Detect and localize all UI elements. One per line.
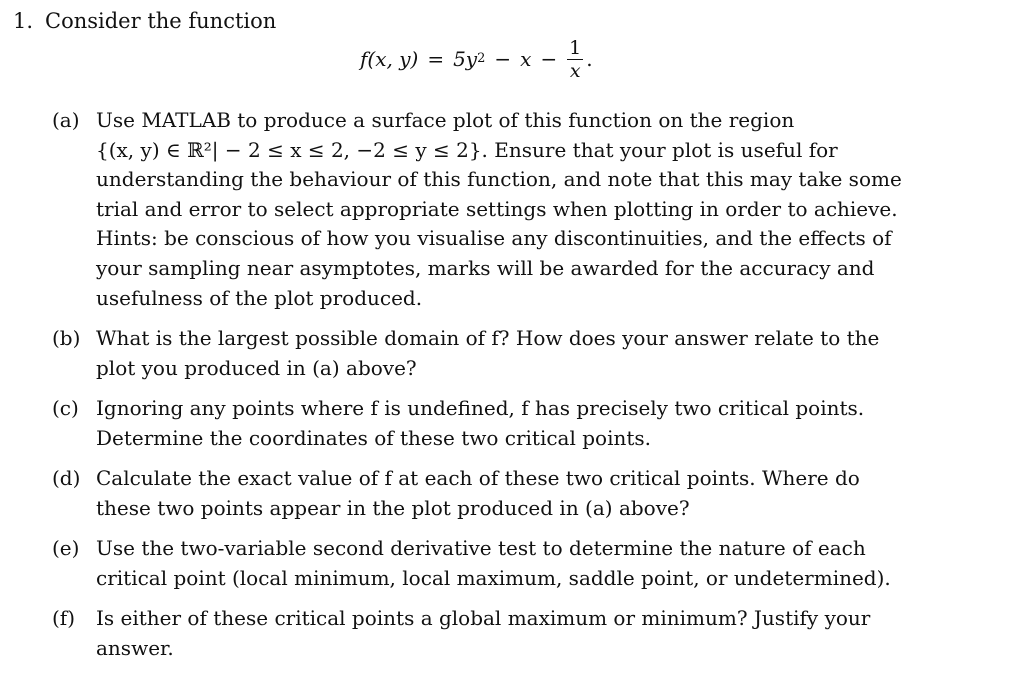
- part-label: (c): [52, 396, 79, 420]
- part-line: critical point (local minimum, local maximum, saddle point, or undetermined).: [96, 565, 891, 590]
- part-line: usefulness of the plot produced.: [96, 285, 423, 310]
- part-line: {(x, y) ∈ ℝ²| − 2 ≤ x ≤ 2, −2 ≤ y ≤ 2}. Ensure that your plot is useful for: [96, 137, 838, 162]
- part-line: Hints: be conscious of how you visualise any discontinuities, and the effects of: [96, 226, 892, 251]
- fraction-numerator: 1: [569, 36, 582, 59]
- function-equation: f(x, y) = 5y 2 − x − $\frac{1}{x}$ .: [360, 36, 593, 82]
- part-e: [52, 534, 922, 593]
- part-line: Use MATLAB to produce a surface plot of this function on the region: [96, 108, 795, 132]
- part-line: Use the two-variable second derivative test to determine the nature of each: [96, 536, 866, 560]
- fraction-denominator: x: [569, 59, 581, 82]
- equation-lhs: f(x, y): [360, 47, 419, 71]
- question-number: 1.: [13, 9, 34, 33]
- part-label: (a): [52, 108, 80, 132]
- part-line: your sampling near asymptotes, marks will be awarded for the accuracy and: [96, 255, 875, 280]
- equation-term1: 5y: [453, 47, 478, 71]
- part-line: answer.: [96, 635, 174, 660]
- part-line: trial and error to select appropriate settings when plotting in order to achieve.: [96, 196, 898, 221]
- part-label: (e): [52, 536, 80, 560]
- part-label: (d): [52, 466, 81, 490]
- part-line: Ignoring any points where f is undefined, f has precisely two critical points.: [96, 396, 865, 420]
- part-f: [52, 604, 922, 663]
- part-b: [52, 324, 922, 383]
- question-intro: Consider the function: [45, 9, 277, 33]
- part-c: [52, 394, 922, 453]
- part-line: Determine the coordinates of these two critical points.: [96, 425, 652, 450]
- equation-fraction: [567, 37, 583, 82]
- part-line: Is either of these critical points a global maximum or minimum? Justify your: [96, 606, 871, 630]
- part-label: (f): [52, 606, 76, 630]
- part-line: these two points appear in the plot produced in (a) above?: [96, 495, 690, 520]
- part-d: [52, 464, 922, 523]
- question-heading: [13, 6, 276, 36]
- part-line: What is the largest possible domain of f? How does your answer relate to the: [96, 326, 880, 350]
- part-a: [52, 106, 922, 313]
- part-line: understanding the behaviour of this function, and note that this may take some: [96, 167, 902, 192]
- equation-term2: x: [520, 47, 532, 71]
- equation-minus-1: −: [494, 47, 512, 71]
- part-line: plot you produced in (a) above?: [96, 355, 417, 380]
- equation-period: .: [586, 47, 593, 71]
- equation-equals: =: [427, 47, 445, 71]
- part-line: Calculate the exact value of f at each of these two critical points. Where do: [96, 466, 860, 490]
- part-label: (b): [52, 326, 81, 350]
- equation-minus-2: −: [540, 47, 558, 71]
